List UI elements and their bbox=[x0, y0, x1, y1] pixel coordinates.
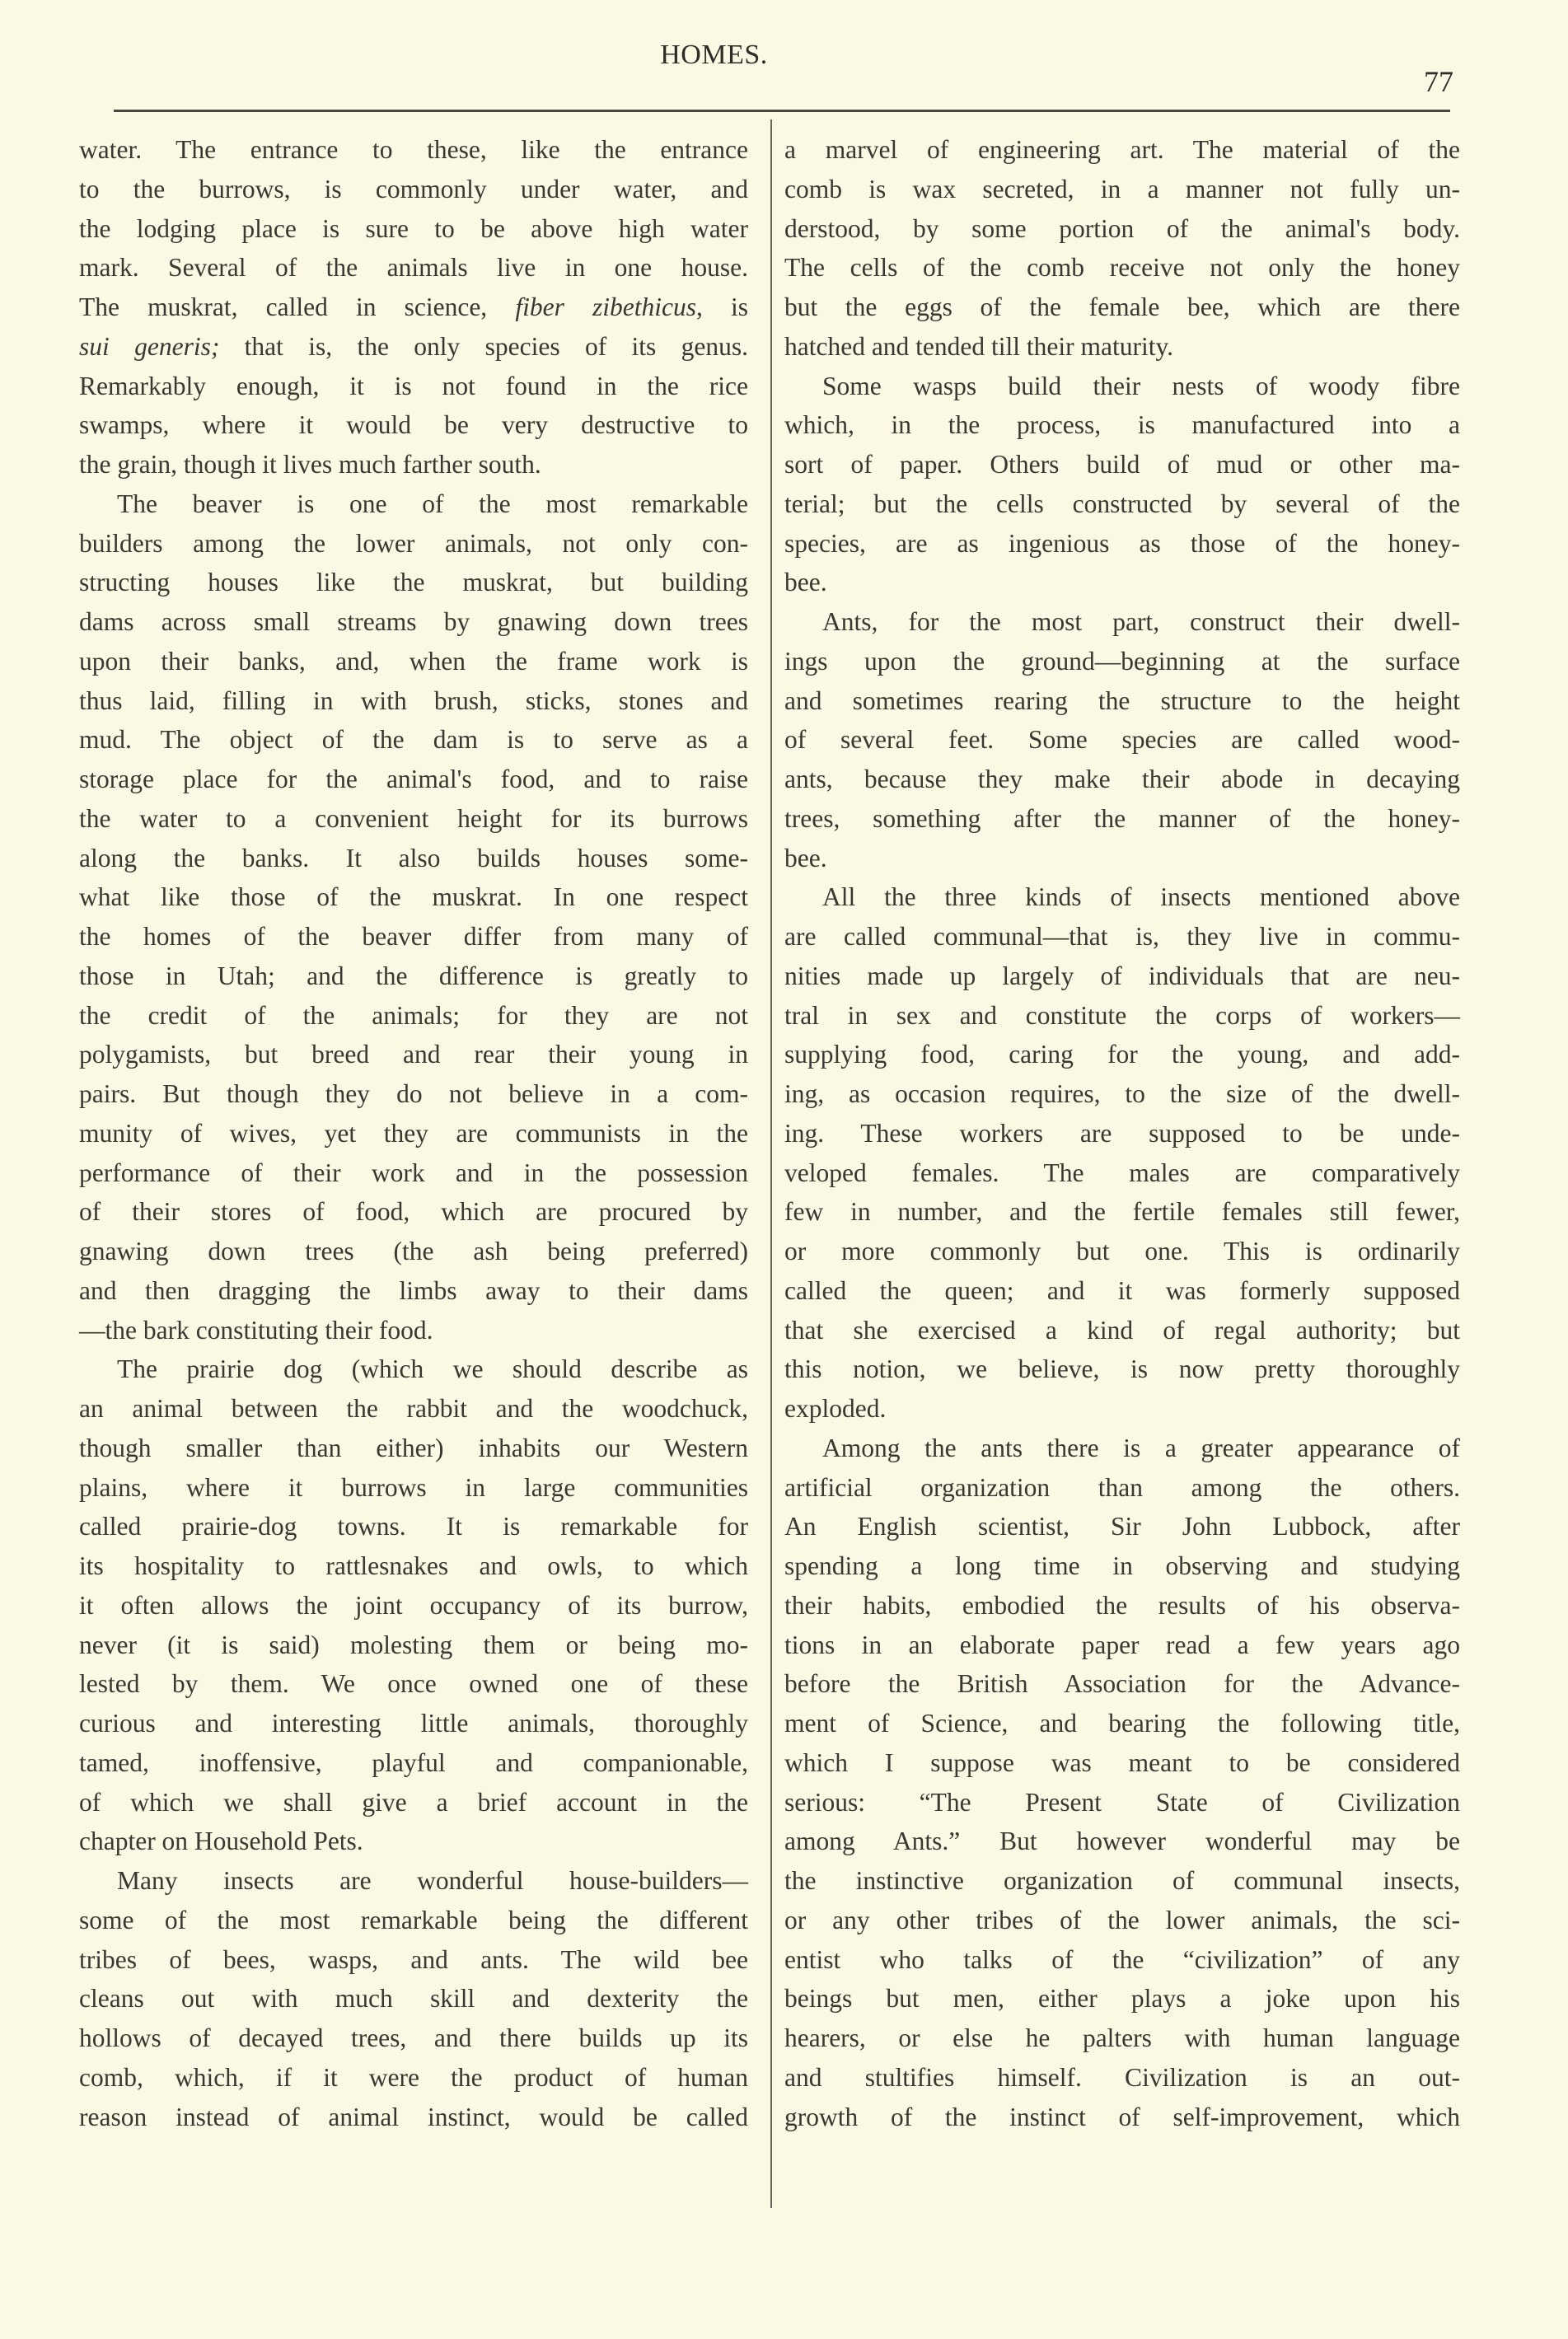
text-segment: , is bbox=[695, 292, 749, 321]
text-line: upon their banks, and, when the frame work is bbox=[79, 646, 748, 676]
text-line: ants, because they make their abode in decaying bbox=[784, 765, 1460, 793]
text-line: ing, as occasion requires, to the size of the dwell- bbox=[784, 1079, 1460, 1108]
text-line: but the eggs of the female bee, which are there bbox=[784, 292, 1460, 321]
text-line: All the three kinds of insects mentioned above bbox=[822, 882, 1460, 912]
text-line: or any other tribes of the lower animals, the sci- bbox=[784, 1905, 1460, 1934]
text-line: the homes of the beaver differ from many of bbox=[79, 922, 748, 951]
text-line: ment of Science, and bearing the following title, bbox=[784, 1709, 1460, 1738]
text-line: called prairie-dog towns. It is remarkable for bbox=[79, 1512, 748, 1541]
text-line: curious and interesting little animals, thoroughly bbox=[79, 1709, 748, 1738]
text-line: hollows of decayed trees, and there builds up its bbox=[79, 2023, 748, 2052]
text-line: pairs. But though they do not believe in a com- bbox=[79, 1079, 748, 1108]
text-line: which I suppose was meant to be considered bbox=[784, 1747, 1460, 1777]
text-line: hearers, or else he palters with human language bbox=[784, 2023, 1460, 2052]
running-head: HOMES. bbox=[660, 40, 768, 70]
text-line: veloped females. The males are comparatively bbox=[784, 1158, 1460, 1187]
text-line: reason instead of animal instinct, would be called bbox=[79, 2102, 748, 2131]
text-line: which, in the process, is manufactured into a bbox=[784, 410, 1460, 440]
text-line: Among the ants there is a greater appearance of bbox=[822, 1433, 1460, 1462]
text-line: Many insects are wonderful house-builders— bbox=[117, 1866, 748, 1895]
text-line: serious: “The Present State of Civilization bbox=[784, 1787, 1460, 1817]
text-line: builders among the lower animals, not only con- bbox=[79, 528, 748, 558]
text-line: the lodging place is sure to be above high water bbox=[79, 213, 748, 243]
text-line: and then dragging the limbs away to their dams bbox=[79, 1275, 748, 1305]
text-line: The prairie dog (which we should describe as bbox=[117, 1354, 748, 1384]
text-line: beings but men, either plays a joke upon his bbox=[784, 1984, 1460, 2014]
text-line: tral in sex and constitute the corps of workers— bbox=[784, 1000, 1460, 1030]
text-line: Remarkably enough, it is not found in the rice bbox=[79, 371, 748, 400]
text-line bbox=[79, 327, 748, 367]
column-divider bbox=[770, 119, 772, 2208]
text-line: plains, where it burrows in large communities bbox=[79, 1472, 748, 1502]
text-line: and sometimes rearing the structure to the height bbox=[784, 685, 1460, 715]
text-line: gnawing down trees (the ash being preferred) bbox=[79, 1237, 748, 1265]
text-line: mud. The object of the dam is to serve as a bbox=[79, 725, 748, 755]
text-line: supplying food, caring for the young, and add- bbox=[784, 1040, 1460, 1069]
text-line: among Ants.” But however wonderful may be bbox=[784, 1827, 1460, 1856]
text-line: An English scientist, Sir John Lubbock, after bbox=[784, 1512, 1460, 1541]
text-segment: The muskrat, called in science, bbox=[79, 292, 516, 321]
text-line: along the banks. It also builds houses some- bbox=[79, 843, 748, 872]
text-line: some of the most remarkable being the different bbox=[79, 1905, 748, 1934]
text-line: few in number, and the fertile females still fewer, bbox=[784, 1197, 1460, 1227]
text-line: of which we shall give a brief account in the bbox=[79, 1787, 748, 1817]
page-number: 77 bbox=[1424, 65, 1453, 98]
text-line: their habits, embodied the results of his observa- bbox=[784, 1590, 1460, 1620]
text-line: a marvel of engineering art. The material of the bbox=[784, 135, 1460, 164]
text-line: it often allows the joint occupancy of its burrow, bbox=[79, 1590, 748, 1620]
text-line: cleans out with much skill and dexterity the bbox=[79, 1984, 748, 2014]
text-line: storage place for the animal's food, and to raise bbox=[79, 765, 748, 793]
text-line: entist who talks of the “civilization” of any bbox=[784, 1944, 1460, 1974]
text-line: tions in an elaborate paper read a few years ago bbox=[784, 1630, 1460, 1659]
text-line: mark. Several of the animals live in one house. bbox=[79, 253, 748, 283]
text-line: hatched and tended till their maturity. bbox=[784, 331, 1174, 361]
text-line: of several feet. Some species are called wood- bbox=[784, 725, 1460, 755]
text-line: those in Utah; and the difference is greatly to bbox=[79, 961, 748, 990]
text-line: artificial organization than among the others. bbox=[784, 1472, 1460, 1502]
text-line: derstood, by some portion of the animal's body. bbox=[784, 213, 1460, 243]
text-line: chapter on Household Pets. bbox=[79, 1827, 363, 1856]
text-line: though smaller than either) inhabits our Western bbox=[79, 1433, 748, 1462]
italic-term: fiber zibethicus bbox=[515, 292, 696, 321]
header-rule bbox=[114, 110, 1450, 112]
text-line: never (it is said) molesting them or being mo- bbox=[79, 1630, 748, 1659]
text-line: the instinctive organization of communal insects, bbox=[784, 1866, 1460, 1895]
text-line: spending a long time in observing and studying bbox=[784, 1551, 1460, 1580]
right-column bbox=[784, 130, 1460, 2136]
text-line: swamps, where it would be very destructive to bbox=[79, 410, 748, 440]
text-line: terial; but the cells constructed by several of the bbox=[784, 489, 1460, 518]
text-line: that she exercised a kind of regal authority; but bbox=[784, 1315, 1460, 1345]
text-line: the credit of the animals; for they are not bbox=[79, 1000, 748, 1030]
text-line: sort of paper. Others build of mud or other ma- bbox=[784, 450, 1460, 479]
text-line: its hospitality to rattlesnakes and owls, to which bbox=[79, 1551, 748, 1580]
text-line: an animal between the rabbit and the woodchuck, bbox=[79, 1394, 748, 1423]
text-line: this notion, we believe, is now pretty thoroughly bbox=[784, 1354, 1460, 1384]
left-column bbox=[79, 130, 748, 2136]
text-line: lested by them. We once owned one of these bbox=[79, 1669, 748, 1699]
text-line: comb, which, if it were the product of human bbox=[79, 2062, 748, 2092]
text-line: dams across small streams by gnawing down trees bbox=[79, 607, 748, 636]
text-line: tamed, inoffensive, playful and companionable, bbox=[79, 1747, 748, 1777]
text-line: growth of the instinct of self-improvement, which bbox=[784, 2102, 1460, 2131]
text-line: the grain, though it lives much farther south. bbox=[79, 450, 541, 479]
text-line: species, are as ingenious as those of the honey- bbox=[784, 528, 1460, 558]
text-line: performance of their work and in the possession bbox=[79, 1158, 748, 1187]
text-line: what like those of the muskrat. In one respect bbox=[79, 882, 748, 912]
text-line: called the queen; and it was formerly supposed bbox=[784, 1275, 1460, 1305]
text-line: polygamists, but breed and rear their young in bbox=[79, 1040, 748, 1069]
text-segment: that is, the only species of its genus. bbox=[219, 331, 748, 361]
text-line: to the burrows, is commonly under water, and bbox=[79, 174, 748, 203]
text-line: bee. bbox=[784, 843, 827, 872]
text-line: are called communal—that is, they live in commu- bbox=[784, 922, 1460, 951]
text-line: of their stores of food, which are procured by bbox=[79, 1197, 748, 1227]
text-line: ings upon the ground—beginning at the surface bbox=[784, 646, 1460, 676]
text-line: or more commonly but one. This is ordinarily bbox=[784, 1237, 1460, 1265]
text-line: water. The entrance to these, like the entrance bbox=[79, 135, 748, 164]
text-line bbox=[79, 288, 748, 327]
text-line: the water to a convenient height for its burrows bbox=[79, 803, 748, 833]
text-line: thus laid, filling in with brush, sticks, stones and bbox=[79, 685, 748, 715]
text-line: Some wasps build their nests of woody fibre bbox=[822, 371, 1460, 400]
text-line: tribes of bees, wasps, and ants. The wild bee bbox=[79, 1944, 748, 1974]
text-line: and stultifies himself. Civilization is an out- bbox=[784, 2062, 1460, 2092]
text-line: comb is wax secreted, in a manner not fully un- bbox=[784, 174, 1460, 203]
text-line: trees, something after the manner of the honey- bbox=[784, 803, 1460, 833]
text-line: The cells of the comb receive not only the honey bbox=[784, 253, 1460, 283]
text-line: Ants, for the most part, construct their dwell- bbox=[822, 607, 1460, 636]
text-line: —the bark constituting their food. bbox=[79, 1315, 433, 1345]
text-line: nities made up largely of individuals that are neu- bbox=[784, 961, 1460, 990]
text-line: munity of wives, yet they are communists in the bbox=[79, 1118, 748, 1148]
text-line: structing houses like the muskrat, but building bbox=[79, 568, 748, 597]
text-line: The beaver is one of the most remarkable bbox=[117, 489, 748, 518]
text-line: ing. These workers are supposed to be unde- bbox=[784, 1118, 1460, 1148]
text-line: exploded. bbox=[784, 1394, 887, 1423]
italic-term: sui generis; bbox=[79, 331, 220, 361]
text-line: bee. bbox=[784, 568, 827, 597]
text-line: before the British Association for the Advance- bbox=[784, 1669, 1460, 1699]
